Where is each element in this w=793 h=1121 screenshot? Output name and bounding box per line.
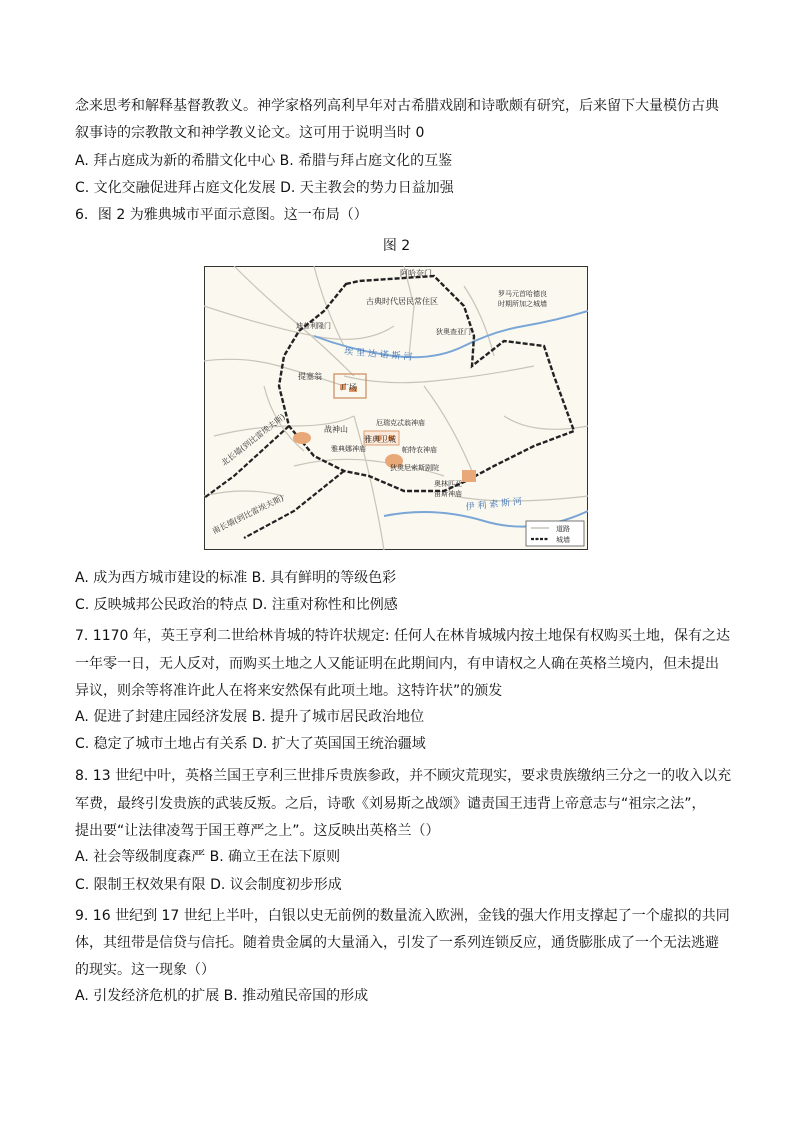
- label-athena-temple: 雅典娜神庙: [331, 445, 366, 453]
- question-6: 6．图 2 为雅典城市平面示意图。这一布局（）: [75, 207, 368, 223]
- label-long-wall-south: 南长墙(到比雷埃夫斯): [210, 493, 286, 536]
- option-line-cd-q7: C. 稳定了城市土地占有关系 D. 扩大了英国国王统治疆域: [75, 736, 426, 752]
- question-7-line-3: 异议，则余等将准许此人在将来安然保有此项土地。这特许状”的颁发: [75, 683, 503, 699]
- label-erechtheion: 厄瑞克忒翁神庙: [376, 419, 425, 427]
- map-legend: [526, 521, 584, 546]
- label-acharnai-gate: 阿哈奈门: [400, 269, 432, 278]
- option-line-cd-q8: C. 限制王权效果有限 D. 议会制度初步形成: [75, 877, 342, 893]
- figure-caption: 图 2: [382, 238, 411, 254]
- label-agora: 广场: [341, 383, 357, 392]
- label-parthenon: 帕特农神庙: [402, 446, 437, 454]
- label-olympieion-1: 奥林匹亚: [434, 480, 462, 488]
- option-line-ab-q8: A. 社会等级制度森严 B. 确立王在法下原则: [75, 849, 341, 865]
- question-8-line-2: 军费，最终引发贵族的武装反叛。之后，诗歌《刘易斯之战颂》谴责国王违背上帝意志与“祖宗之法”，: [75, 796, 706, 812]
- question-7-line-2: 一年零一日，无人反对，而购买土地之人又能证明在此期间内，有申请权之人确在英格兰境内，但未提出: [75, 656, 719, 672]
- question-8-line-3: 提出要“让法律凌驾于国王尊严之上”。这反映出英格兰（）: [75, 823, 440, 839]
- question-7-line-1: 7. 1170 年，英王亨利二世给林肯城的特许状规定: 任何人在林肯城城内按土地保有权购买土地，保有之达: [75, 628, 731, 644]
- question-9-line-3: 的现实。这一现象（）: [75, 962, 215, 978]
- legend-wall-label: 城墙: [556, 536, 570, 544]
- text-line-2: 叙事诗的宗教散文和神学教义论文。这可用于说明当时 0: [75, 125, 425, 141]
- label-theatre: 狄奥尼索斯剧院: [390, 464, 439, 472]
- label-diochares: 狄奥查亚门: [436, 328, 471, 336]
- label-acropolis: 雅典卫城: [364, 435, 396, 444]
- olympieion-mark: [462, 470, 476, 482]
- option-line-cd-q6: C. 反映城邦公民政治的特点 D. 注重对称性和比例感: [75, 597, 398, 613]
- label-river-eridanos: 埃 里 达 诺 斯 河: [343, 347, 413, 363]
- label-areopagus: 战神山: [324, 425, 348, 434]
- text-line-1: 念来思考和解释基督教教义。神学家格列高利早年对古希腊戏剧和诗歌颇有研究，后来留下大量模仿古典: [75, 98, 719, 114]
- label-residential: 古典时代居民常住区: [366, 297, 438, 306]
- legend-road-label: 道路: [556, 525, 570, 533]
- areopagus-mark: [293, 432, 311, 444]
- label-dipylon: 迪普利隆门: [296, 322, 331, 330]
- label-river-ilissos: 伊 利 索 斯 河: [465, 497, 523, 513]
- option-line-ab-q5: A. 拜占庭成为新的希腊文化中心 B. 希腊与拜占庭文化的互鉴: [75, 153, 453, 169]
- option-line-ab-q6: A. 成为西方城市建设的标准 B. 具有鲜明的等级色彩: [75, 570, 397, 586]
- question-8-line-1: 8. 13 世纪中叶，英格兰国王亨利三世排斥贵族参政，并不顾灾荒现实，要求贵族缴纳三分之一的收入以充: [75, 768, 732, 784]
- option-line-ab-q9: A. 引发经济危机的扩展 B. 推动殖民帝国的形成: [75, 988, 369, 1004]
- option-line-cd-q5: C. 文化交融促进拜占庭文化发展 D. 天主教会的势力日益加强: [75, 180, 454, 196]
- label-roman-wall-1: 罗马元首哈德良: [498, 290, 547, 298]
- athens-city-map: [204, 266, 588, 550]
- question-9-line-1: 9. 16 世纪到 17 世纪上半叶，白银以史无前例的数量流入欧洲，金钱的强大作用支撑起了一个虚拟的共同: [75, 908, 730, 924]
- label-olympieion-2: 宙斯神庙: [434, 490, 462, 498]
- option-line-ab-q7: A. 促进了封建庄园经济发展 B. 提升了城市居民政治地位: [75, 709, 425, 725]
- label-pnyx: 提塞翁: [298, 372, 322, 381]
- question-9-line-2: 体，其纽带是信贷与信托。随着贵金属的大量涌入，引发了一系列连锁反应，通货膨胀成了一个无法逃避: [75, 935, 719, 951]
- label-roman-wall-2: 时期所加之城墙: [498, 300, 547, 308]
- label-long-wall-north: 北长墙(到比雷埃夫斯): [219, 412, 287, 468]
